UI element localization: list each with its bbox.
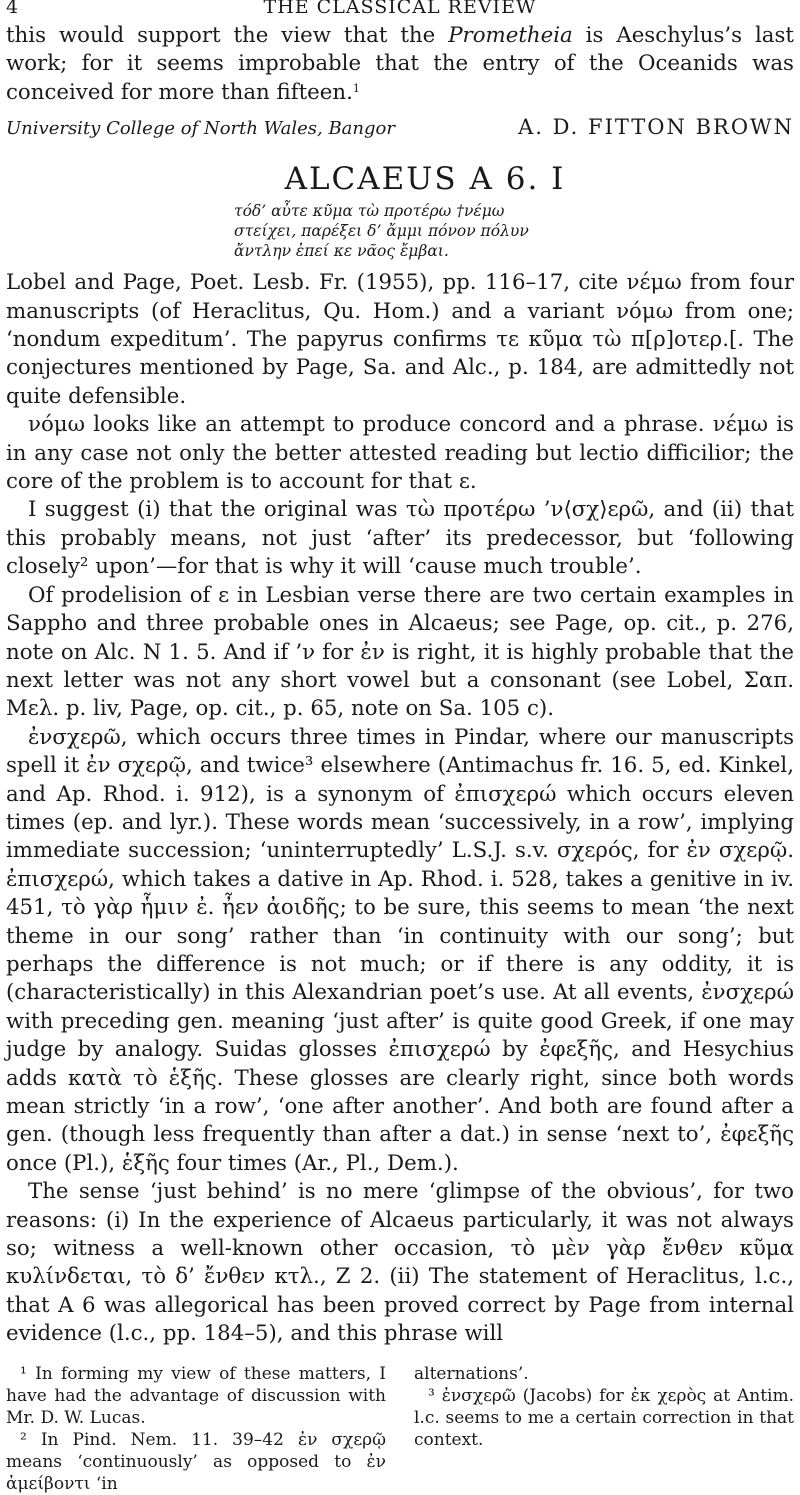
footnotes — [6, 1363, 794, 1495]
footnote: ¹ In forming my view of these matters, I have had the advantage of discussion with Mr. D. W. Lucas. — [6, 1363, 386, 1428]
footnote: ² In Pind. Nem. 11. 39–42 ἐν σχερῷ means ‘continuously’ as opposed to ἐν ἀμείβοντι ‘in — [6, 1429, 386, 1494]
footnotes-left-column — [6, 1363, 386, 1495]
footnotes-right-column — [414, 1363, 794, 1495]
verse-line: ἄντλην ἐπεί κε νᾶος ἔμβαι. — [234, 242, 449, 261]
prev-text-italic: Prometheia — [448, 23, 573, 48]
article-title: ALCAEUS A 6. I — [284, 161, 566, 198]
page — [6, 0, 794, 1494]
prev-text-a: this would support the view that the — [6, 23, 449, 48]
prev-text-c: is Aeschylus’s last work; for it seems improbable that the entry of the Oceanids was conceived for more than fifteen. — [6, 23, 794, 105]
paragraph: νόμω looks like an attempt to produce concord and a phrase. νέμω is in any case not only the better attested reading but lectio difficilior; the core of the problem is to account for that ε. — [6, 412, 794, 495]
previous-article-end — [6, 22, 794, 107]
author-name: A. D. FITTON BROWN — [518, 115, 794, 140]
footnote: ³ ἐνσχερῶ (Jacobs) for ἐκ χερὸς at Antim. l.c. seems to me a certain correction in that context. — [414, 1385, 794, 1450]
prev-paragraph — [6, 22, 794, 107]
verse-quotation — [234, 201, 794, 261]
verse-line: τόδ’ αὖτε κῦμα τὼ προτέρω †νέμω — [234, 202, 505, 221]
signature — [6, 115, 794, 139]
journal-title: THE CLASSICAL REVIEW — [263, 0, 537, 18]
article-body — [6, 269, 794, 1348]
footnote-ref: 1 — [352, 81, 360, 95]
paragraph: ἐνσχερῶ, which occurs three times in Pindar, where our manuscripts spell it ἐν σχερῷ, and twice³ elsewhere (Antimachus fr. 16. 5, ed. Kinkel, and Ap. Rhod. i. 912), is a synonym of ἐπισχερώ which occurs eleven times (ep. and lyr.). These words mean ‘successively, in a row’, implying immediate succession; ‘uninterruptedly’ L.S.J. s.v. σχερός, for ἐν σχερῷ. ἐπισχερώ, which takes a dative in Ap. Rhod. i. 528, takes a genitive in iv. 451, τὸ γὰρ ἧμιν ἐ. ἦεν ἀοιδῆς; to be sure, this seems to mean ‘the next theme in our song’ rather than ‘in continuity with our song’; but perhaps the difference is not much; or if there is any oddity, it is (characteristically) in this Alexandrian poet’s use. At all events, ἐνσχερώ with preceding gen. meaning ‘just after’ is quite good Greek, if one may judge by analogy. Suidas glosses ἐπισχερώ by ἐφεξῆς, and Hesychius adds κατὰ τὸ ἑξῆς. These glosses are clearly right, since both words mean strictly ‘in a row’, ‘one after another’. And both are found after a gen. (though less frequently than after a dat.) in sense ‘next to’, ἐφεξῆς once (Pl.), ἑξῆς four times (Ar., Pl., Dem.). — [6, 724, 794, 1176]
paragraph: I suggest (i) that the original was τὼ προτέρω ’ν⟨σχ⟩ερῶ, and (ii) that this probably means, not just ‘after’ its predecessor, but ‘following closely² upon’—for that is why it will ‘cause much trouble’. — [6, 497, 794, 580]
footnote: alternations’. — [414, 1363, 529, 1384]
paragraph: The sense ‘just behind’ is no mere ‘glimpse of the obvious’, for two reasons: (i) In the experience of Alcaeus particularly, it was not always so; witness a well-known other occasion, τὸ μὲν γὰρ ἔνθεν κῦμα κυλίνδεται, τὸ δ’ ἔνθεν κτλ., Z 2. (ii) The statement of Heraclitus, l.c., that A 6 was allegorical has been proved correct by Page from internal evidence (l.c., pp. 184–5), and this phrase will — [6, 1179, 794, 1347]
verse-line: στείχει, παρέξει δ’ ἄμμι πόνον πόλυν — [234, 222, 529, 241]
paragraph: Lobel and Page, Poet. Lesb. Fr. (1955), pp. 116–17, cite νέμω from four manuscripts (of Heraclitus, Qu. Hom.) and a variant νόμω from one; ‘nondum expeditum’. The papyrus confirms τε κῦμα τὼ π[ρ]οτερ.[. The conjectures mentioned by Page, Sa. and Alc., p. 184, are admittedly not quite defensible. — [6, 270, 794, 409]
running-head — [6, 0, 794, 22]
institution: University College of North Wales, Bangor — [6, 118, 395, 140]
page-number: 4 — [6, 0, 19, 18]
paragraph: Of prodelision of ε in Lesbian verse there are two certain examples in Sappho and three probable ones in Alcaeus; see Page, op. cit., p. 276, note on Alc. N 1. 5. And if ’ν for ἐν is right, it is highly probable that the next letter was not any short vowel but a consonant (see Lobel, Σαπ. Μελ. p. liv, Page, op. cit., p. 65, note on Sa. 105 c). — [6, 582, 794, 722]
